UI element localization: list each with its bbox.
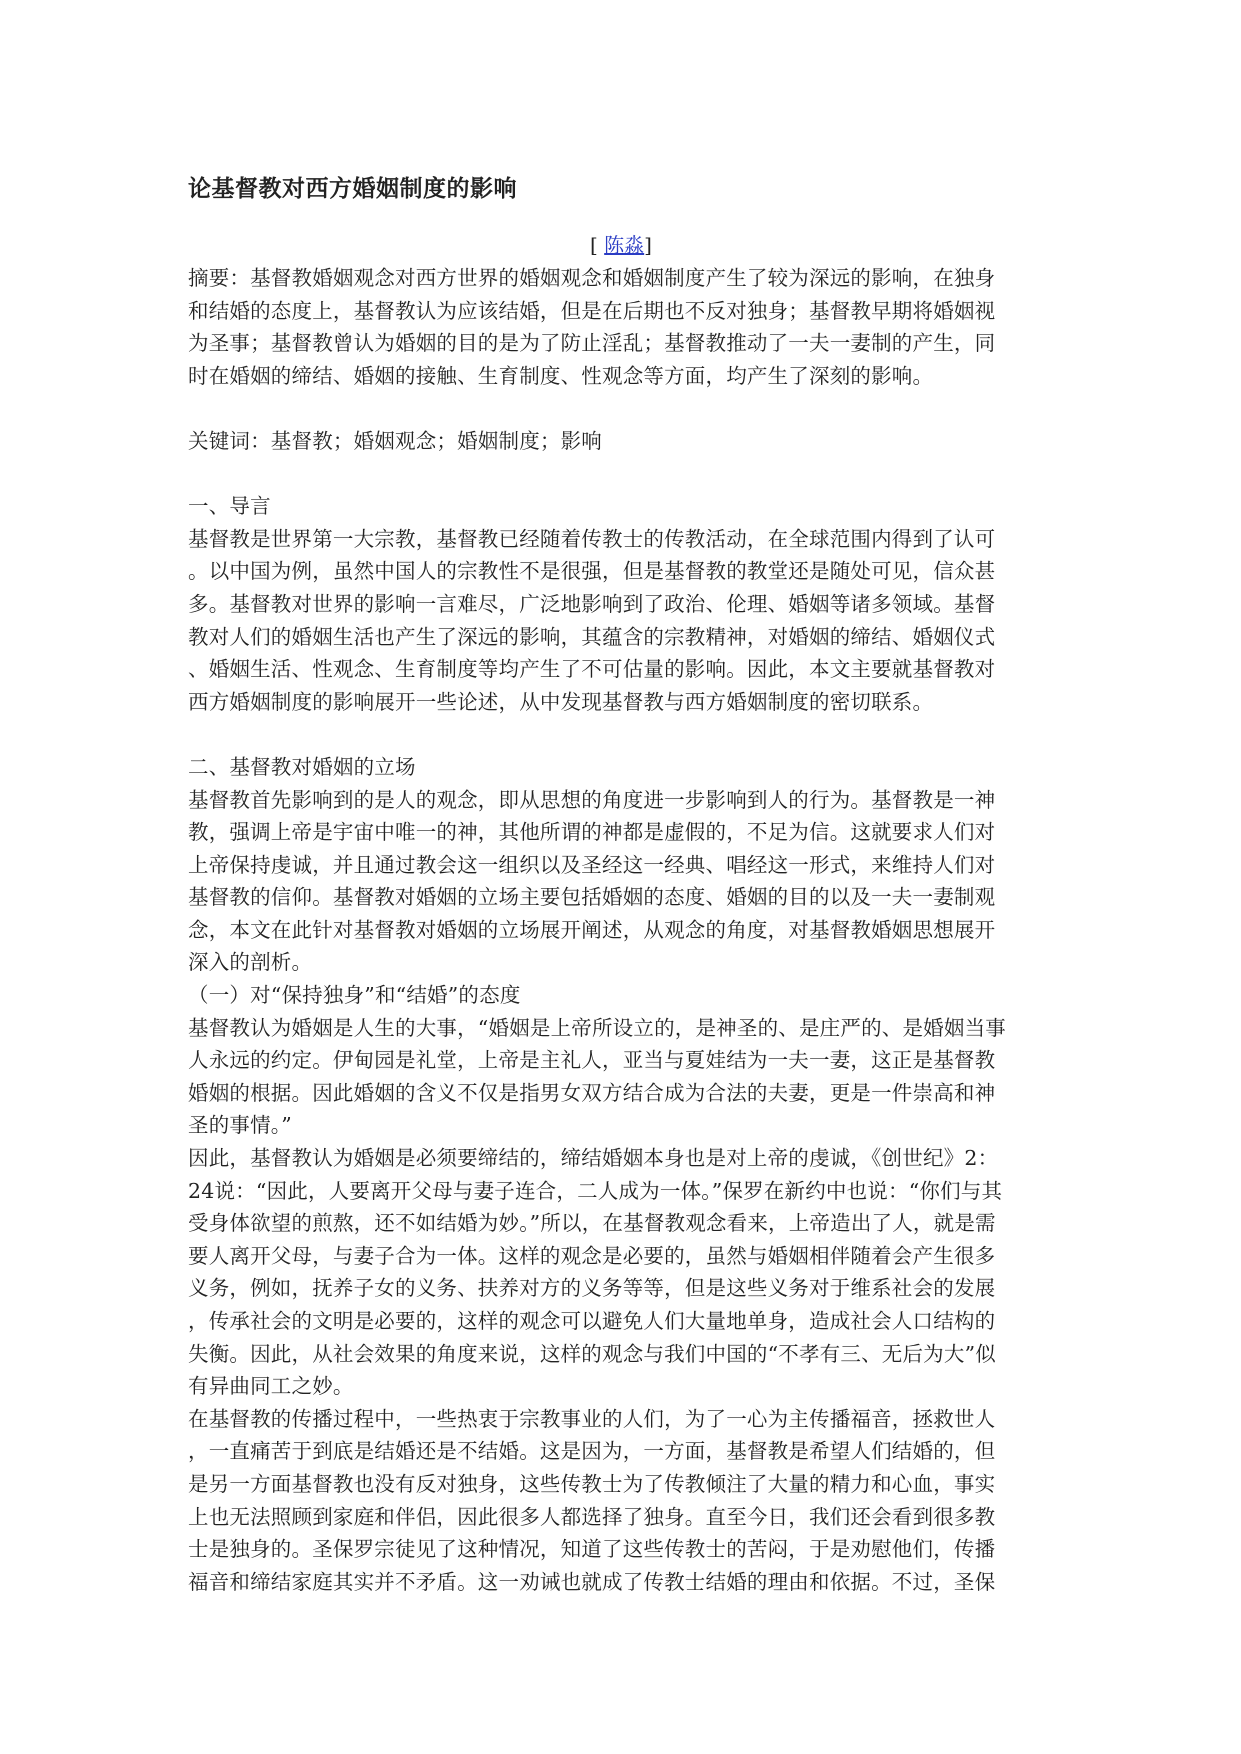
text-line: 念，本文在此针对基督教对婚姻的立场展开阐述，从观念的角度，对基督教婚姻思想展开 bbox=[188, 917, 996, 942]
text-line: 。以中国为例，虽然中国人的宗教性不是很强，但是基督教的教堂还是随处可见，信众甚 bbox=[188, 559, 996, 584]
text-line: 时在婚姻的缔结、婚姻的接触、生育制度、性观念等方面，均产生了深刻的影响。 bbox=[188, 363, 934, 388]
text-line: ，传承社会的文明是必要的，这样的观念可以避免人们大量地单身，造成社会人口结构的 bbox=[188, 1309, 996, 1333]
text-line: ，一直痛苦于到底是结婚还是不结婚。这是因为，一方面，基督教是希望人们结婚的，但 bbox=[188, 1439, 996, 1464]
text-line: 上帝保持虔诚，并且通过教会这一组织以及圣经这一经典、唱经这一形式，来维持人们对 bbox=[188, 852, 996, 877]
text-line: 24说：“因此，人要离开父母与妻子连合，二人成为一体。”保罗在新约中也说：“你们与其 bbox=[188, 1178, 1003, 1203]
blank-line bbox=[188, 458, 1054, 491]
text-line: 教，强调上帝是宇宙中唯一的神，其他所谓的神都是虚假的，不足为信。这就要求人们对 bbox=[188, 820, 996, 845]
document-body bbox=[188, 262, 1054, 1598]
text-line: 教对人们的婚姻生活也产生了深远的影响，其蕴含的宗教精神，对婚姻的缔结、婚姻仪式 bbox=[188, 624, 996, 649]
text-line: 人永远的约定。伊甸园是礼堂，上帝是主礼人，亚当与夏娃结为一夫一妻，这正是基督教 bbox=[188, 1048, 996, 1073]
text-line: 关键词：基督教；婚姻观念；婚姻制度；影响 bbox=[188, 428, 602, 453]
text-line: 基督教是世界第一大宗教，基督教已经随着传教士的传教活动，在全球范围内得到了认可 bbox=[188, 526, 996, 551]
text-line: 圣的事情。” bbox=[188, 1113, 292, 1138]
text-line: 士是独身的。圣保罗宗徒见了这种情况，知道了这些传教士的苦闷，于是劝慰他们，传播 bbox=[188, 1537, 996, 1562]
text-line: 基督教首先影响到的是人的观念，即从思想的角度进一步影响到人的行为。基督教是一神 bbox=[188, 787, 996, 812]
text-line: 在基督教的传播过程中，一些热衷于宗教事业的人们，为了一心为主传播福音，拯救世人 bbox=[188, 1406, 996, 1431]
document-title: 论基督教对西方婚姻制度的影响 bbox=[188, 175, 517, 202]
text-line: （一）对“保持独身”和“结婚”的态度 bbox=[188, 983, 521, 1008]
text-line: 因此，基督教认为婚姻是必须要缔结的，缔结婚姻本身也是对上帝的虔诚，《创世纪》2： bbox=[188, 1146, 999, 1171]
author-bracket-close: ] bbox=[644, 233, 652, 257]
author-bracket-open: [ bbox=[590, 233, 605, 257]
text-line: 义务，例如，抚养子女的义务、扶养对方的义务等等，但是这些义务对于维系社会的发展 bbox=[188, 1276, 996, 1301]
text-line: 基督教的信仰。基督教对婚姻的立场主要包括婚姻的态度、婚姻的目的以及一夫一妻制观 bbox=[188, 885, 996, 910]
text-line: 失衡。因此，从社会效果的角度来说，这样的观念与我们中国的“不孝有三、无后为大”似 bbox=[188, 1341, 996, 1366]
text-line: 二、基督教对婚姻的立场 bbox=[188, 754, 416, 779]
text-line: 要人离开父母，与妻子合为一体。这样的观念是必要的，虽然与婚姻相伴随着会产生很多 bbox=[188, 1243, 996, 1268]
text-line: 和结婚的态度上，基督教认为应该结婚，但是在后期也不反对独身；基督教早期将婚姻视 bbox=[188, 298, 996, 323]
blank-line bbox=[188, 718, 1054, 751]
text-line: 、婚姻生活、性观念、生育制度等均产生了不可估量的影响。因此，本文主要就基督教对 bbox=[188, 657, 996, 682]
blank-line bbox=[188, 392, 1054, 425]
text-line: 多。基督教对世界的影响一言难尽，广泛地影响到了政治、伦理、婚姻等诸多领域。基督 bbox=[188, 591, 996, 616]
text-line: 上也无法照顾到家庭和伴侣，因此很多人都选择了独身。直至今日，我们还会看到很多教 bbox=[188, 1504, 996, 1529]
author-line bbox=[188, 229, 1054, 258]
text-line: 婚姻的根据。因此婚姻的含义不仅是指男女双方结合成为合法的夫妻，更是一件崇高和神 bbox=[188, 1080, 996, 1105]
text-line: 摘要：基督教婚姻观念对西方世界的婚姻观念和婚姻制度产生了较为深远的影响，在独身 bbox=[188, 266, 996, 290]
text-line: 受身体欲望的煎熬，还不如结婚为妙。”所以，在基督教观念看来，上帝造出了人，就是需 bbox=[188, 1211, 996, 1236]
text-line: 是另一方面基督教也没有反对独身，这些传教士为了传教倾注了大量的精力和心血，事实 bbox=[188, 1471, 996, 1496]
text-line: 一、导言 bbox=[188, 494, 271, 519]
author-link[interactable]: 陈淼 bbox=[604, 233, 645, 257]
text-line: 深入的剖析。 bbox=[188, 950, 313, 975]
text-line: 西方婚姻制度的影响展开一些论述，从中发现基督教与西方婚姻制度的密切联系。 bbox=[188, 689, 934, 714]
text-line: 为圣事；基督教曾认为婚姻的目的是为了防止淫乱；基督教推动了一夫一妻制的产生，同 bbox=[188, 331, 996, 356]
text-line: 有异曲同工之妙。 bbox=[188, 1374, 354, 1399]
text-line: 福音和缔结家庭其实并不矛盾。这一劝诫也就成了传教士结婚的理由和依据。不过，圣保 bbox=[188, 1569, 996, 1594]
text-line: 基督教认为婚姻是人生的大事，“婚姻是上帝所设立的，是神圣的、是庄严的、是婚姻当事 bbox=[188, 1015, 1006, 1040]
